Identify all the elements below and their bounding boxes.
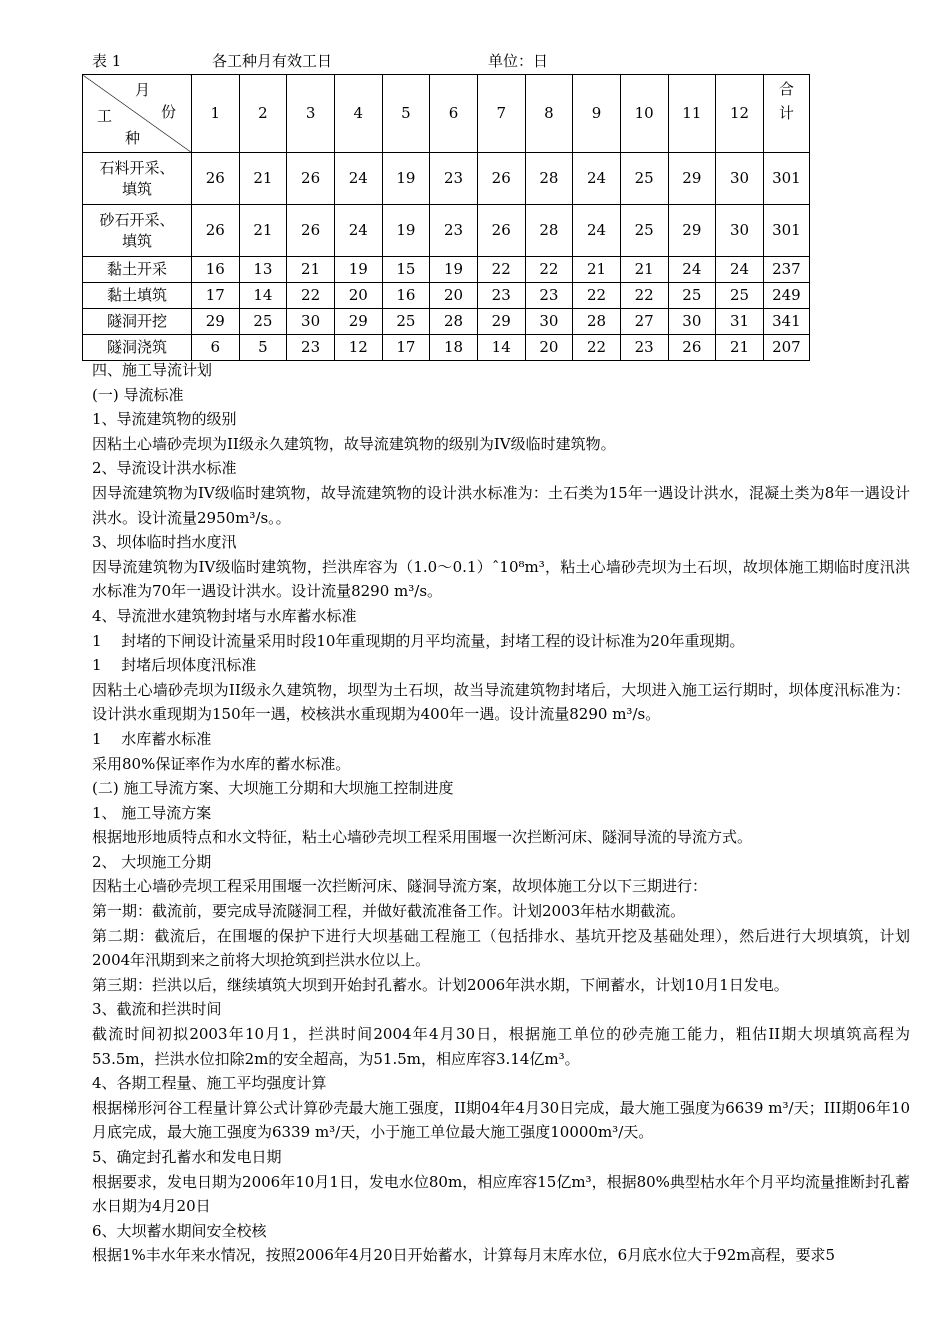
cell-value: 17 xyxy=(191,283,239,309)
paragraph: 第一期：截流前，要完成导流隧洞工程，并做好截流准备工作。计划2003年枯水期截流。 xyxy=(92,902,686,921)
row-label-line: 填筑 xyxy=(121,179,152,198)
cell-value: 30 xyxy=(287,309,335,335)
table-header-row xyxy=(83,75,810,153)
item-heading: 1、 施工导流方案 xyxy=(92,803,212,822)
month-header: 6 xyxy=(430,75,478,153)
work-days-table xyxy=(82,74,810,361)
cell-value: 22 xyxy=(287,283,335,309)
cell-value: 22 xyxy=(620,283,668,309)
cell-value: 30 xyxy=(525,309,573,335)
cell-value: 19 xyxy=(382,205,430,257)
cell-value: 24 xyxy=(573,205,621,257)
cell-value: 26 xyxy=(668,335,716,361)
cell-value: 25 xyxy=(668,283,716,309)
paragraph: 根据要求，发电日期为2006年10月1日，发电水位80m，相应库容15亿m³，根据80%典型枯水年个月平均流量推断封孔蓄水日期为4月20日 xyxy=(92,1172,910,1216)
cell-value: 26 xyxy=(191,153,239,205)
cell-value: 29 xyxy=(191,309,239,335)
row-label xyxy=(83,205,192,257)
paragraph: 因导流建筑物为IV级临时建筑物，拦洪库容为（1.0～0.1）ˆ10⁸m³，粘土心墙砂壳坝为土石坝，故坝体施工期临时度汛洪水标准为70年一遇设计洪水。设计流量8290 m³/s。 xyxy=(92,557,910,601)
table-number: 表 1 xyxy=(92,52,122,70)
cell-value: 18 xyxy=(430,335,478,361)
month-header: 7 xyxy=(477,75,525,153)
table-row xyxy=(83,153,810,205)
month-header: 2 xyxy=(239,75,287,153)
paragraph: 1 封堵的下闸设计流量采用时段10年重现期的月平均流量，封堵工程的设计标准为20年重现期。 xyxy=(92,631,745,650)
cell-value: 22 xyxy=(477,257,525,283)
cell-total: 301 xyxy=(763,153,809,205)
cell-value: 26 xyxy=(477,205,525,257)
cell-value: 21 xyxy=(716,335,764,361)
cell-value: 24 xyxy=(334,153,382,205)
cell-value: 22 xyxy=(573,335,621,361)
row-label-line: 黏土填筑 xyxy=(106,286,167,304)
cell-value: 14 xyxy=(239,283,287,309)
cell-value: 27 xyxy=(620,309,668,335)
cell-value: 24 xyxy=(573,153,621,205)
month-header: 12 xyxy=(716,75,764,153)
table-unit: 单位：日 xyxy=(488,52,549,70)
month-header: 5 xyxy=(382,75,430,153)
paragraph: 因粘土心墙砂壳坝为II级永久建筑物，坝型为土石坝，故当导流建筑物封堵后，大坝进入施工运行期时，坝体度汛标准为：设计洪水重现期为150年一遇，校核洪水重现期为400年一遇。设计流量8290 m³/s。 xyxy=(92,680,910,724)
cell-value: 15 xyxy=(382,257,430,283)
cell-value: 20 xyxy=(430,283,478,309)
cell-value: 23 xyxy=(430,205,478,257)
paragraph: 第三期：拦洪以后，继续填筑大坝到开始封孔蓄水。计划2006年洪水期，下闸蓄水，计划10月1日发电。 xyxy=(92,975,789,994)
subsection-heading: (一) 导流标准 xyxy=(92,385,184,404)
corner-label-type: 种 xyxy=(125,129,141,147)
cell-value: 30 xyxy=(716,205,764,257)
cell-value: 19 xyxy=(334,257,382,283)
total-header-line: 计 xyxy=(778,104,794,122)
item-heading: 3、坝体临时挡水度汛 xyxy=(92,533,237,552)
cell-total: 207 xyxy=(763,335,809,361)
cell-value: 6 xyxy=(191,335,239,361)
table-row xyxy=(83,309,810,335)
cell-value: 16 xyxy=(382,283,430,309)
row-label xyxy=(83,257,192,283)
cell-value: 26 xyxy=(191,205,239,257)
item-heading: 1 水库蓄水标准 xyxy=(92,729,212,748)
cell-value: 12 xyxy=(334,335,382,361)
row-label xyxy=(83,283,192,309)
cell-value: 20 xyxy=(525,335,573,361)
month-header: 4 xyxy=(334,75,382,153)
cell-value: 25 xyxy=(239,309,287,335)
cell-value: 31 xyxy=(716,309,764,335)
item-heading: 6、大坝蓄水期间安全校核 xyxy=(92,1221,267,1240)
paragraph: 根据地形地质特点和水文特征，粘土心墙砂壳坝工程采用围堰一次拦断河床、隧洞导流的导流方式。 xyxy=(92,828,753,847)
item-heading: 1 封堵后坝体度汛标准 xyxy=(92,656,257,675)
cell-value: 30 xyxy=(668,309,716,335)
row-label xyxy=(83,153,192,205)
cell-total: 249 xyxy=(763,283,809,309)
table-row xyxy=(83,257,810,283)
row-label xyxy=(83,335,192,361)
cell-value: 30 xyxy=(716,153,764,205)
row-label-line: 石料开采、 xyxy=(99,158,175,177)
cell-value: 25 xyxy=(620,153,668,205)
cell-value: 29 xyxy=(477,309,525,335)
cell-value: 23 xyxy=(287,335,335,361)
cell-value: 24 xyxy=(334,205,382,257)
paragraph: 采用80%保证率作为水库的蓄水标准。 xyxy=(92,754,351,773)
month-header: 11 xyxy=(668,75,716,153)
row-label-line: 隧洞浇筑 xyxy=(106,338,167,356)
paragraph: 截流时间初拟2003年10月1，拦洪时间2004年4月30日，根据施工单位的砂壳施工能力，粗估II期大坝填筑高程为53.5m，拦洪水位扣除2m的安全超高，为51.5m，相应库容3.14亿m³。 xyxy=(92,1025,910,1068)
cell-value: 22 xyxy=(525,257,573,283)
cell-value: 29 xyxy=(668,153,716,205)
row-label xyxy=(83,309,192,335)
cell-value: 14 xyxy=(477,335,525,361)
month-header: 3 xyxy=(287,75,335,153)
corner-label-work: 工 xyxy=(97,107,113,125)
cell-value: 29 xyxy=(668,205,716,257)
cell-value: 21 xyxy=(620,257,668,283)
item-heading: 4、各期工程量、施工平均强度计算 xyxy=(92,1074,327,1093)
total-header-line: 合 xyxy=(778,80,794,98)
cell-value: 26 xyxy=(477,153,525,205)
cell-value: 25 xyxy=(382,309,430,335)
cell-value: 19 xyxy=(382,153,430,205)
cell-total: 301 xyxy=(763,205,809,257)
item-heading: 4、导流泄水建筑物封堵与水库蓄水标准 xyxy=(92,606,357,625)
document-body xyxy=(92,358,910,1268)
table-row xyxy=(83,283,810,309)
cell-value: 5 xyxy=(239,335,287,361)
paragraph: 第二期：截流后，在围堰的保护下进行大坝基础工程施工（包括排水、基坑开挖及基础处理），然后进行大坝填筑，计划2004年汛期到来之前将大坝抢筑到拦洪水位以上。 xyxy=(92,926,910,970)
table-title: 各工种月有效工日 xyxy=(212,52,333,70)
cell-value: 28 xyxy=(573,309,621,335)
cell-value: 28 xyxy=(430,309,478,335)
month-header: 10 xyxy=(620,75,668,153)
cell-value: 23 xyxy=(477,283,525,309)
row-label-line: 黏土开采 xyxy=(106,260,167,278)
cell-value: 23 xyxy=(430,153,478,205)
item-heading: 5、确定封孔蓄水和发电日期 xyxy=(92,1148,282,1166)
cell-value: 13 xyxy=(239,257,287,283)
cell-total: 237 xyxy=(763,257,809,283)
cell-value: 21 xyxy=(287,257,335,283)
cell-value: 17 xyxy=(382,335,430,361)
item-heading: 1、导流建筑物的级别 xyxy=(92,410,237,429)
cell-value: 23 xyxy=(525,283,573,309)
corner-label-month: 月 xyxy=(135,81,151,99)
cell-value: 22 xyxy=(573,283,621,309)
paragraph: 根据1%丰水年来水情况，按照2006年4月20日开始蓄水，计算每月末库水位，6月底水位大于92m高程，要求5 xyxy=(92,1246,836,1265)
paragraph: 因粘土心墙砂壳坝工程采用围堰一次拦断河床、隧洞导流方案，故坝体施工分以下三期进行： xyxy=(92,877,708,896)
cell-value: 21 xyxy=(239,205,287,257)
paragraph: 因粘土心墙砂壳坝为II级永久建筑物，故导流建筑物的级别为IV级临时建筑物。 xyxy=(92,434,616,453)
cell-value: 21 xyxy=(573,257,621,283)
cell-value: 25 xyxy=(620,205,668,257)
cell-value: 29 xyxy=(334,309,382,335)
table-row xyxy=(83,335,810,361)
cell-value: 24 xyxy=(716,257,764,283)
cell-value: 28 xyxy=(525,153,573,205)
row-label-line: 隧洞开挖 xyxy=(106,312,167,330)
item-heading: 3、截流和拦洪时间 xyxy=(92,1000,222,1019)
paragraph: 因导流建筑物为IV级临时建筑物，故导流建筑物的设计洪水标准为：土石类为15年一遇设计洪水，混凝土类为8年一遇设计洪水。设计流量2950m³/s。。 xyxy=(92,483,910,527)
month-header: 9 xyxy=(573,75,621,153)
cell-value: 28 xyxy=(525,205,573,257)
table-caption xyxy=(92,50,812,72)
cell-value: 16 xyxy=(191,257,239,283)
month-header: 8 xyxy=(525,75,573,153)
cell-value: 26 xyxy=(287,205,335,257)
table-corner-cell xyxy=(83,75,192,153)
paragraph: 根据梯形河谷工程量计算公式计算砂壳最大施工强度，II期04年4月30日完成，最大施工强度为6639 m³/天；III期06年10月底完成，最大施工强度为6339 m³/天，小于施工单位最大施工强度10000m³/天。 xyxy=(92,1098,910,1142)
cell-value: 25 xyxy=(716,283,764,309)
table-row xyxy=(83,205,810,257)
section-heading: 四、施工导流计划 xyxy=(92,361,213,379)
cell-total: 341 xyxy=(763,309,809,335)
corner-label-fen: 份 xyxy=(161,103,177,121)
cell-value: 24 xyxy=(668,257,716,283)
cell-value: 20 xyxy=(334,283,382,309)
total-header xyxy=(763,75,809,153)
month-header: 1 xyxy=(191,75,239,153)
row-label-line: 填筑 xyxy=(121,231,152,250)
cell-value: 21 xyxy=(239,153,287,205)
cell-value: 23 xyxy=(620,335,668,361)
item-heading: 2、 大坝施工分期 xyxy=(92,852,212,871)
cell-value: 26 xyxy=(287,153,335,205)
row-label-line: 砂石开采、 xyxy=(99,210,175,229)
subsection-heading: (二) 施工导流方案、大坝施工分期和大坝施工控制进度 xyxy=(92,779,454,798)
item-heading: 2、导流设计洪水标准 xyxy=(92,459,237,478)
cell-value: 19 xyxy=(430,257,478,283)
